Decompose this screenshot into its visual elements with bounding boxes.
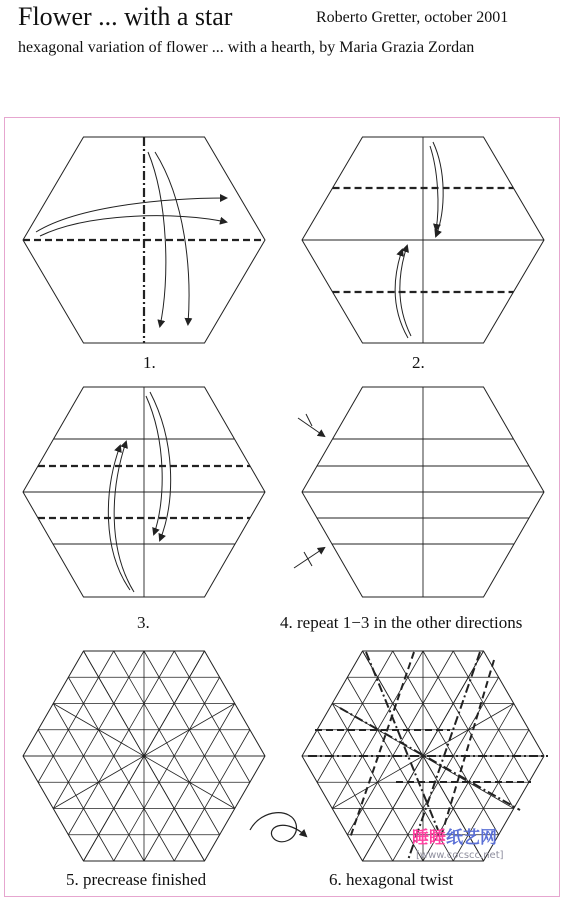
author-credit: Roberto Gretter, october 2001 bbox=[316, 9, 509, 26]
watermark-logo: 睡睡纸艺网 bbox=[412, 828, 497, 848]
fold-arrow-icon bbox=[40, 216, 226, 236]
fold-arrow-icon bbox=[294, 548, 324, 568]
step-2-label: 2. bbox=[412, 353, 425, 372]
x-mark bbox=[304, 552, 312, 566]
step-4-diagram bbox=[294, 387, 544, 597]
page-subtitle: hexagonal variation of flower ... with a hearth, by Maria Grazia Zordan bbox=[18, 39, 475, 56]
loop-arrow-icon bbox=[250, 813, 306, 842]
page-title: Flower ... with a star bbox=[18, 2, 233, 31]
watermark-url: [www.cocscc.net] bbox=[416, 850, 504, 861]
watermark bbox=[412, 827, 504, 861]
step-6-label: 6. hexagonal twist bbox=[329, 870, 454, 889]
step-5-diagram bbox=[23, 651, 265, 861]
step-2-diagram bbox=[302, 137, 544, 343]
step-1-label: 1. bbox=[143, 353, 156, 372]
step-3-label: 3. bbox=[137, 613, 150, 632]
x-arrow-icon bbox=[294, 548, 324, 568]
step-3-diagram bbox=[23, 387, 265, 597]
fold-arrow-icon bbox=[155, 152, 189, 324]
x-arrow-icon bbox=[298, 414, 324, 436]
fold-arrow-icon bbox=[298, 418, 324, 436]
step-1-diagram bbox=[23, 137, 265, 343]
step-4-label: 4. repeat 1−3 in the other directions bbox=[280, 613, 523, 632]
step-5-label: 5. precrease finished bbox=[66, 870, 207, 889]
